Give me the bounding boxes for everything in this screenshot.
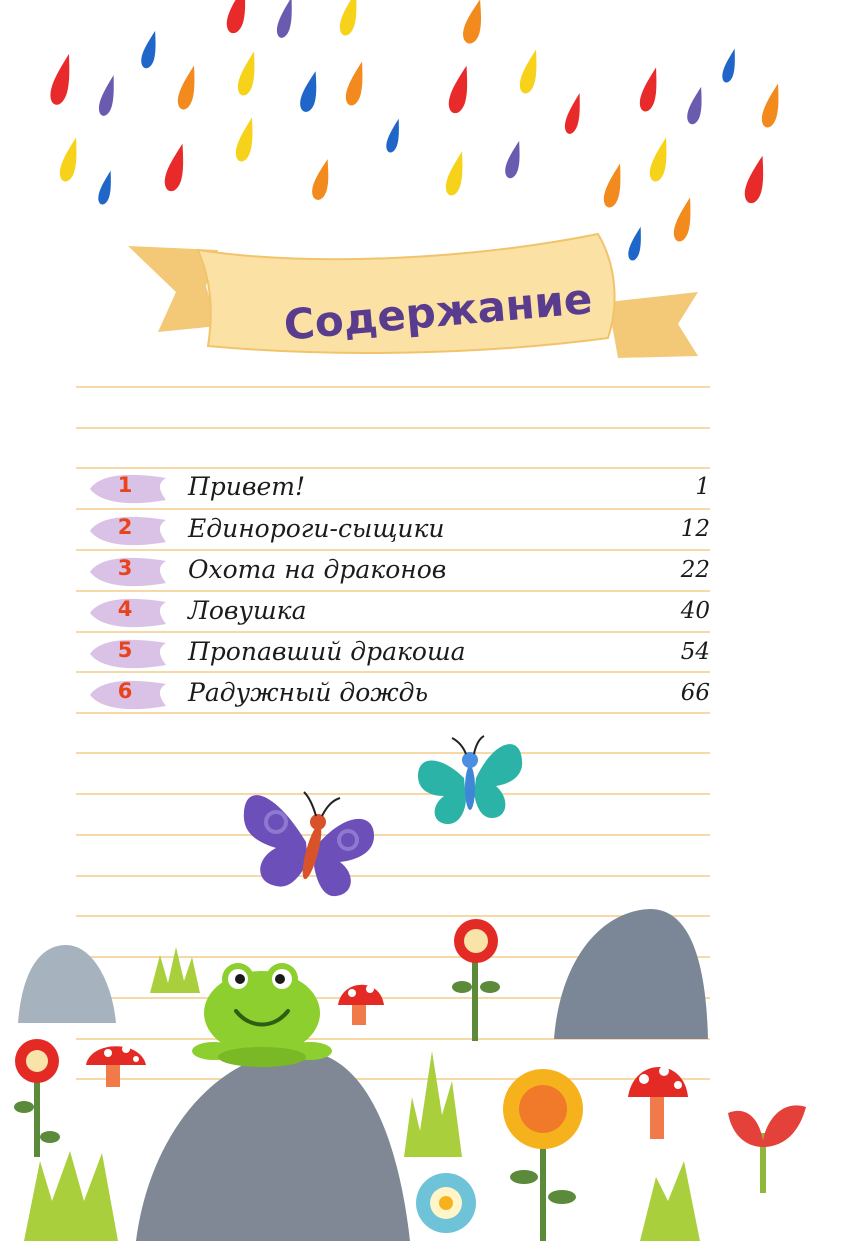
mushroom-icon [86,1045,146,1087]
chapter-title: Охота на драконов [188,555,447,584]
mushroom-icon [338,985,384,1025]
ruled-line [76,834,710,836]
purple-butterfly-illustration [236,782,386,912]
ruled-line [76,427,710,429]
toc-entry[interactable] [80,594,720,634]
toc-entry[interactable] [80,470,720,510]
chapter-number: 1 [117,473,133,497]
flower-icon [452,919,500,1041]
page-number: 66 [680,680,710,706]
ruled-line [76,467,710,469]
page-number: 1 [695,474,710,500]
chapter-number: 4 [117,597,133,621]
ruled-line [76,386,710,388]
chapter-number: 3 [117,556,133,580]
chapter-title: Единороги-сыщики [188,514,445,543]
page-number: 12 [680,516,710,542]
mushroom-icon [628,1066,688,1139]
contents-heading: Содержание [281,273,595,350]
page-number: 40 [680,598,710,624]
chapter-number: 2 [117,515,133,539]
flower-icon [14,1039,60,1157]
ruled-line [76,752,710,754]
chapter-title: Ловушка [188,596,307,625]
tulip-icon [728,1105,806,1193]
toc-entry[interactable] [80,553,720,593]
chapter-number: 5 [117,638,133,662]
teal-butterfly-illustration [412,732,532,842]
heading-ribbon [118,228,718,368]
chapter-number: 6 [117,679,133,703]
garden-scene-illustration [0,901,845,1241]
toc-entry[interactable] [80,676,720,716]
chapter-title: Пропавший дракоша [188,637,466,666]
ruled-line [76,875,710,877]
frog-illustration [192,963,332,1067]
chapter-title: Привет! [188,472,306,501]
page-number: 22 [680,557,710,583]
toc-entry[interactable] [80,635,720,675]
toc-entry[interactable] [80,512,720,552]
ruled-line [76,793,710,795]
page-number: 54 [680,639,710,665]
sunflower-icon [503,1069,583,1241]
chapter-title: Радужный дождь [188,678,429,707]
flower-icon [416,1173,476,1233]
